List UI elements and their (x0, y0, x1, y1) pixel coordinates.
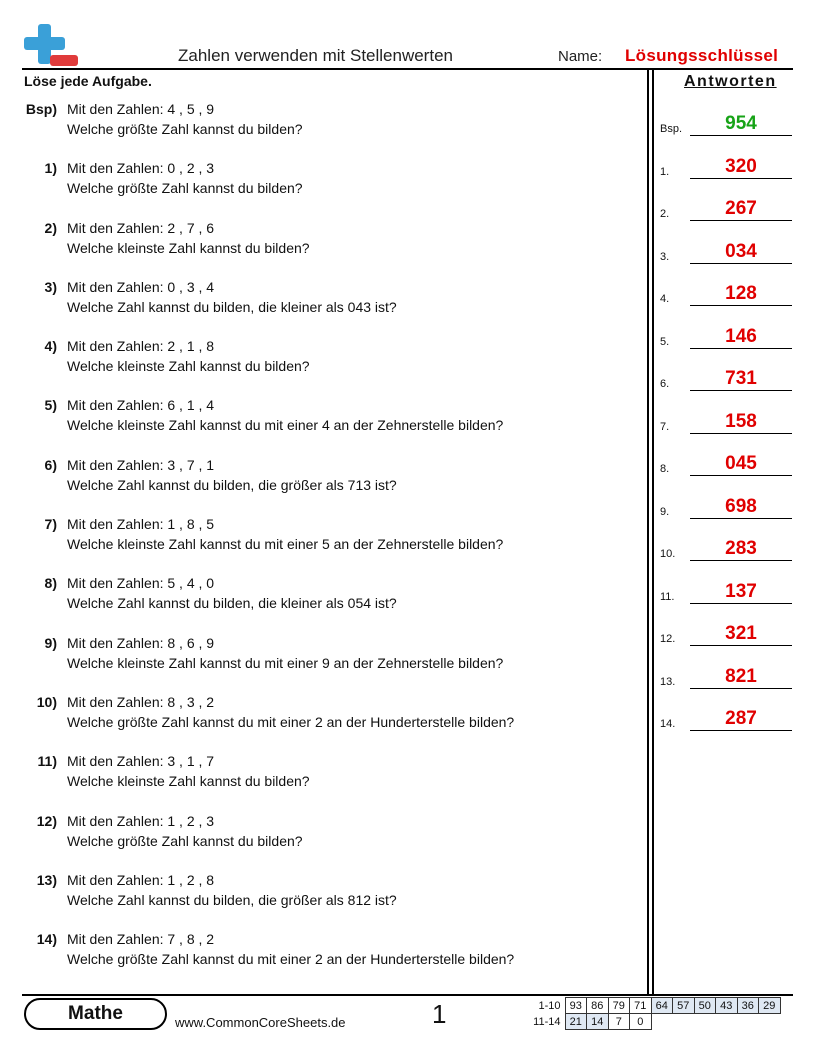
score-cell: 36 (737, 998, 759, 1014)
instructions: Löse jede Aufgabe. (24, 73, 152, 89)
name-label: Name: (558, 48, 603, 65)
answer-label: 4. (660, 293, 670, 305)
score-row (529, 998, 780, 1014)
score-cell: 7 (608, 1014, 630, 1030)
problem-question: Welche kleinste Zahl kannst du mit einer 5 an der Zehnerstelle bilden? (67, 536, 504, 553)
answer-line (690, 178, 792, 179)
score-cell: 79 (608, 998, 630, 1014)
answer-label: 8. (660, 463, 670, 475)
score-cell: 57 (673, 998, 695, 1014)
problem-digits: Mit den Zahlen: 0 , 2 , 3 (67, 160, 215, 177)
problem-digits: Mit den Zahlen: 1 , 2 , 8 (67, 871, 215, 888)
answer-value: 821 (725, 665, 757, 687)
answer-line (690, 433, 792, 434)
answer-label: 3. (660, 250, 670, 263)
answer-key-label: Lösungsschlüssel (625, 46, 779, 65)
answer-label: 10. (660, 548, 676, 560)
problem-digits: Mit den Zahlen: 6 , 1 , 4 (67, 397, 215, 414)
problem-digits: Mit den Zahlen: 3 , 7 , 1 (67, 456, 215, 473)
problem-digits: Mit den Zahlen: 0 , 3 , 4 (67, 278, 215, 295)
answer-line (690, 135, 792, 136)
answer-value: 158 (725, 410, 757, 432)
answer-label: 7. (660, 420, 670, 433)
answer-line (690, 730, 792, 731)
answer-label: 5. (660, 335, 670, 348)
answer-line (690, 688, 792, 689)
answer-value: 321 (725, 623, 757, 644)
problem-1 (0, 160, 645, 219)
answer-line (690, 390, 792, 391)
column-divider (647, 68, 649, 994)
answer-label: 12. (660, 633, 676, 645)
problem-question: Welche größte Zahl kannst du bilden? (67, 121, 303, 137)
problem-number: 12) (36, 812, 57, 829)
problem-number: Bsp) (25, 101, 57, 117)
problem-number: 8) (44, 575, 57, 592)
answer-line (690, 475, 792, 476)
header-divider (22, 68, 793, 70)
answer-value: 287 (725, 708, 757, 729)
answer-value: 034 (725, 240, 757, 262)
problem-5 (0, 397, 645, 456)
problem-number: 10) (36, 693, 57, 710)
answer-label: 1. (660, 165, 670, 178)
answer-3 (658, 239, 798, 282)
problem-question: Welche kleinste Zahl kannst du mit einer 9 an der Zehnerstelle bilden? (67, 654, 504, 671)
answer-label: 9. (660, 505, 670, 518)
problem-example (0, 101, 645, 160)
score-cell: 93 (565, 998, 587, 1014)
answer-value: 146 (725, 325, 757, 347)
problem-number: 13) (36, 871, 57, 888)
problem-number: 1) (44, 160, 57, 177)
problem-digits: Mit den Zahlen: 5 , 4 , 0 (67, 575, 215, 592)
score-cell: 0 (630, 1014, 652, 1030)
problem-8 (0, 575, 645, 634)
answer-line (690, 263, 792, 264)
problem-question: Welche größte Zahl kannst du mit einer 2 an der Hunderterstelle bilden? (67, 713, 515, 730)
answer-line (690, 560, 792, 561)
page-number: 1 (432, 999, 447, 1029)
website-link[interactable]: www.CommonCoreSheets.de (175, 1015, 346, 1030)
column-divider (652, 68, 654, 994)
score-cell: 71 (630, 998, 652, 1014)
problem-number: 2) (44, 219, 57, 236)
problem-11 (0, 753, 645, 812)
answer-line (690, 348, 792, 349)
answer-list (658, 111, 798, 749)
score-row-label: 11-14 (533, 1015, 561, 1028)
problem-digits: Mit den Zahlen: 2 , 7 , 6 (67, 219, 215, 236)
problem-question: Welche größte Zahl kannst du mit einer 2 an der Hunderterstelle bilden? (67, 951, 515, 968)
score-cell: 50 (694, 998, 716, 1014)
answer-label: Bsp. (660, 123, 683, 135)
problem-question: Welche größte Zahl kannst du bilden? (67, 832, 303, 849)
answer-value: 954 (725, 113, 757, 134)
problem-number: 11) (37, 753, 57, 770)
problem-digits: Mit den Zahlen: 1 , 2 , 3 (67, 812, 215, 829)
problem-2 (0, 220, 645, 279)
problem-3 (0, 279, 645, 338)
problem-4 (0, 338, 645, 397)
score-cell: 64 (651, 998, 673, 1014)
problem-question: Welche kleinste Zahl kannst du bilden? (67, 358, 310, 375)
score-row (529, 1014, 780, 1030)
answer-line (690, 518, 792, 519)
problem-list (0, 101, 645, 990)
problem-digits: Mit den Zahlen: 7 , 8 , 2 (67, 931, 215, 948)
worksheet-title: Zahlen verwenden mit Stellenwerten (178, 46, 453, 65)
problem-number: 7) (44, 516, 57, 533)
score-table (529, 997, 781, 1030)
answer-line (690, 603, 792, 604)
problem-question: Welche kleinste Zahl kannst du bilden? (67, 239, 310, 256)
logo-icon (22, 24, 82, 70)
answer-value: 267 (725, 198, 757, 219)
answer-label: 14. (660, 718, 676, 730)
answer-line (690, 220, 792, 221)
problem-10 (0, 694, 645, 753)
problem-12 (0, 813, 645, 872)
problem-number: 5) (44, 397, 57, 414)
answer-value: 137 (725, 580, 757, 602)
problem-number: 4) (44, 338, 57, 355)
problem-question: Welche größte Zahl kannst du bilden? (67, 180, 303, 197)
problem-number: 9) (44, 634, 57, 651)
problem-digits: Mit den Zahlen: 8 , 6 , 9 (67, 634, 215, 651)
answer-10 (658, 536, 798, 579)
answer-value: 045 (725, 453, 757, 474)
answer-value: 283 (725, 538, 757, 559)
answer-line (690, 305, 792, 306)
score-cell: 43 (716, 998, 738, 1014)
answer-1 (658, 154, 798, 197)
answer-11 (658, 579, 798, 622)
problem-digits: Mit den Zahlen: 2 , 1 , 8 (67, 338, 215, 355)
problem-7 (0, 516, 645, 575)
score-cell: 14 (587, 1014, 609, 1030)
problem-question: Welche Zahl kannst du bilden, die größer als 812 ist? (67, 891, 397, 908)
problem-13 (0, 872, 645, 931)
score-row-label: 1-10 (538, 999, 561, 1012)
problem-6 (0, 457, 645, 516)
answer-value: 698 (725, 495, 757, 517)
problem-number: 3) (44, 278, 57, 295)
answer-5 (658, 324, 798, 367)
score-cell: 86 (587, 998, 609, 1014)
answer-14 (658, 706, 798, 749)
answers-heading: Antworten (684, 73, 777, 90)
answer-9 (658, 494, 798, 537)
problem-14 (0, 931, 645, 990)
answer-line (690, 645, 792, 646)
answer-2 (658, 196, 798, 239)
answer-label: 13. (660, 675, 676, 688)
answer-label: 6. (660, 378, 670, 390)
score-cell: 21 (565, 1014, 587, 1030)
problem-number: 14) (36, 931, 57, 948)
answer-13 (658, 664, 798, 707)
problem-number: 6) (44, 456, 57, 473)
answer-label: 2. (660, 208, 670, 220)
answer-value: 128 (725, 283, 757, 304)
answer-label: 11. (660, 590, 675, 603)
problem-question: Welche Zahl kannst du bilden, die kleiner als 043 ist? (67, 298, 397, 315)
subject-badge: Mathe (24, 998, 167, 1030)
answer-6 (658, 366, 798, 409)
answer-value: 320 (725, 155, 757, 177)
answer-example (658, 111, 798, 154)
problem-digits: Mit den Zahlen: 4 , 5 , 9 (67, 101, 215, 117)
answer-4 (658, 281, 798, 324)
problem-question: Welche kleinste Zahl kannst du bilden? (67, 773, 310, 790)
problem-digits: Mit den Zahlen: 1 , 8 , 5 (67, 516, 215, 533)
score-cell: 29 (759, 998, 781, 1014)
problem-question: Welche Zahl kannst du bilden, die kleiner als 054 ist? (67, 595, 397, 612)
answer-value: 731 (725, 368, 757, 389)
answer-12 (658, 621, 798, 664)
problem-digits: Mit den Zahlen: 8 , 3 , 2 (67, 693, 215, 710)
answer-8 (658, 451, 798, 494)
answer-7 (658, 409, 798, 452)
problem-digits: Mit den Zahlen: 3 , 1 , 7 (67, 753, 215, 770)
problem-question: Welche kleinste Zahl kannst du mit einer 4 an der Zehnerstelle bilden? (67, 417, 504, 434)
footer-divider (22, 994, 793, 996)
problem-9 (0, 635, 645, 694)
problem-question: Welche Zahl kannst du bilden, die größer als 713 ist? (67, 476, 397, 493)
